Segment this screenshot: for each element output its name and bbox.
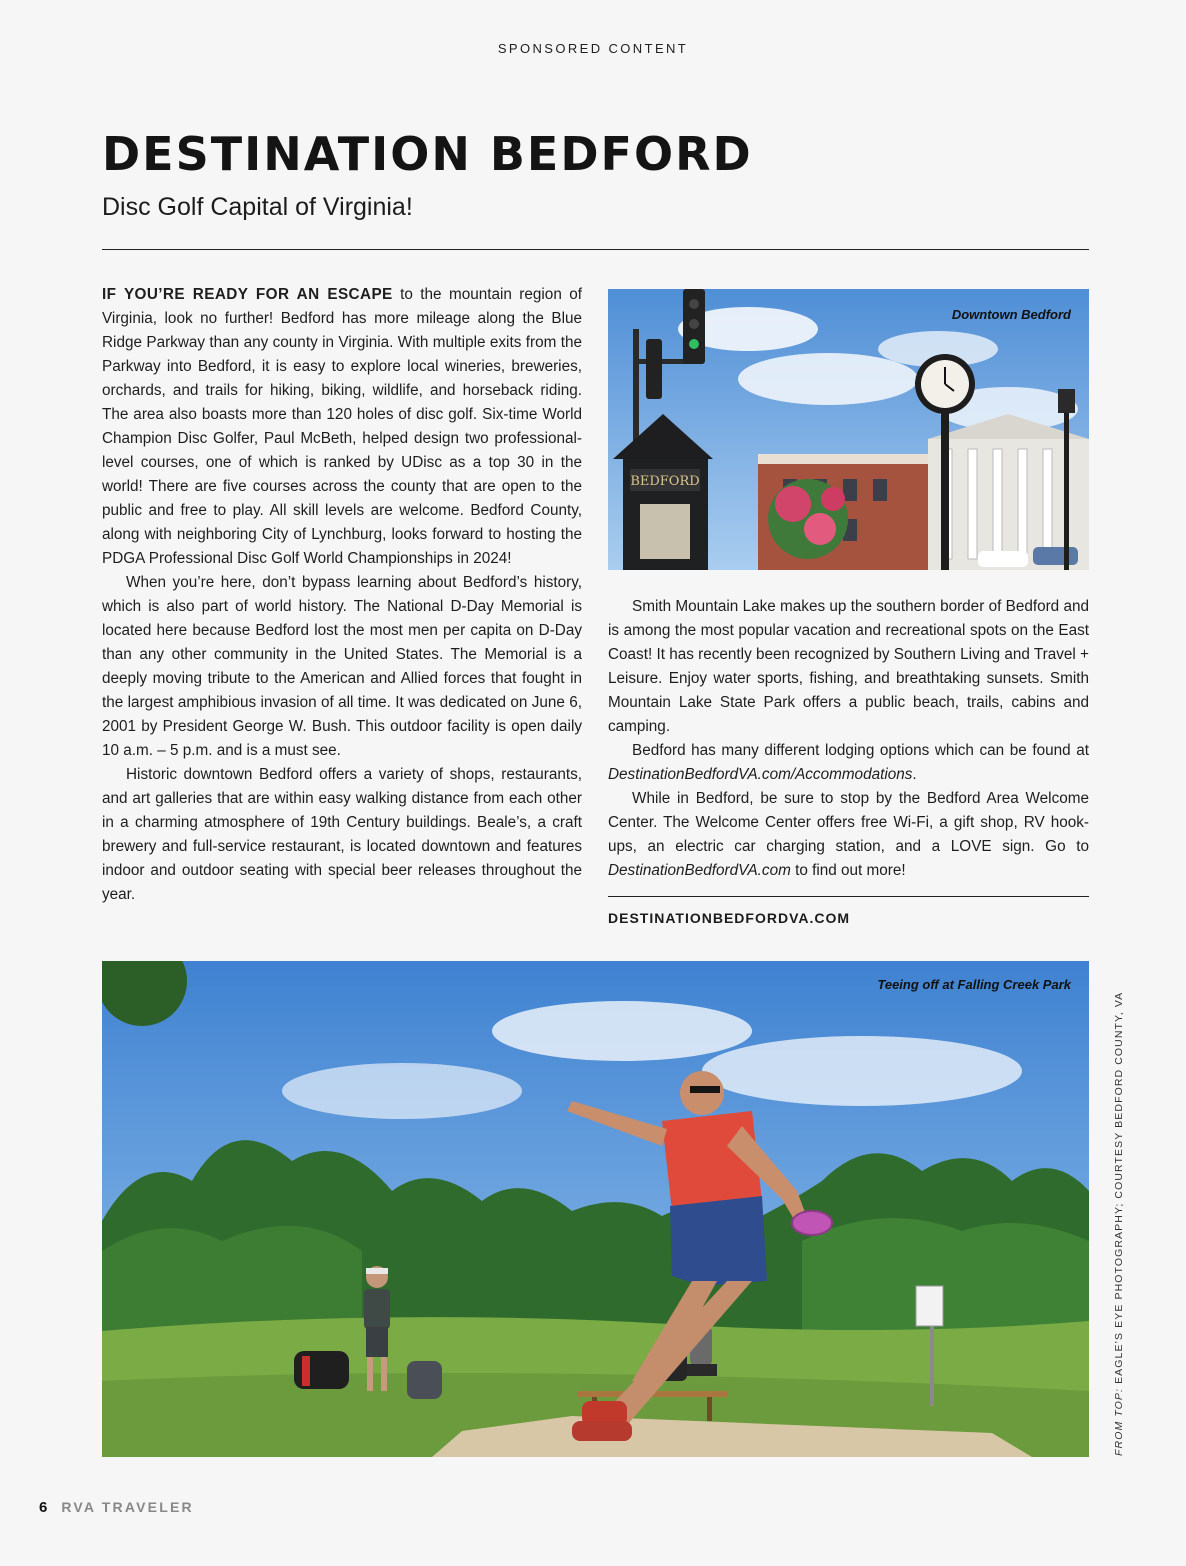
photo-caption-downtown: Downtown Bedford: [951, 307, 1071, 322]
article-column-left: [102, 283, 582, 907]
photo-caption-disc-golf: Teeing off at Falling Creek Park: [877, 977, 1071, 992]
credit-prefix: FROM TOP:: [1113, 1387, 1125, 1456]
disc-golf-photo: [102, 961, 1089, 1457]
title-divider: [102, 249, 1089, 250]
page-subtitle: Disc Golf Capital of Virginia!: [102, 193, 413, 221]
page-number: 6: [39, 1499, 48, 1516]
paragraph-text: Bedford has many different lodging options which can be found at: [632, 742, 1089, 759]
page-footer: [39, 1499, 194, 1516]
website-divider: [608, 896, 1089, 897]
accommodations-link[interactable]: DestinationBedfordVA.com/Accommodations: [608, 766, 913, 783]
downtown-bedford-photo: [608, 289, 1089, 570]
credit-text: EAGLE’S EYE PHOTOGRAPHY; COURTESY BEDFORD COUNTY, VA: [1113, 991, 1125, 1388]
article-paragraph-6: [608, 787, 1089, 883]
article-paragraph-4: Smith Mountain Lake makes up the southern border of Bedford and is among the most popular vacation and recreational spots on the East Coast! It has recently been recognized by Southern Living and Travel + Leisure. Enjoy water sports, fishing, and breathtaking sunsets. Smith Mountain Lake State Park offers a public beach, trails, cabins and camping.: [608, 598, 1089, 735]
article-paragraph-1: [102, 283, 582, 571]
article-paragraph-3: Historic downtown Bedford offers a variety of shops, restaurants, and art galleries that are within easy walking distance from each other in a charming atmosphere of 19th Century buildings. Beale’s, a craft brewery and full-service restaurant, is located downtown and features indoor and outdoor seating with special beer releases throughout the year.: [102, 766, 582, 903]
magazine-name: RVA TRAVELER: [61, 1499, 194, 1515]
article-paragraph-2: When you’re here, don’t bypass learning about Bedford’s history, which is also part of world history. The National D-Day Memorial is located here because Bedford lost the most men per capita on D-Day than any other community in the United States. The Memorial is a deeply moving tribute to the American and Allied forces that fought in the largest amphibious invasion of all time. It was dedicated on June 6, 2001 by President George W. Bush. This outdoor facility is open daily 10 a.m. – 5 p.m. and is a must see.: [102, 574, 582, 759]
lead-in: IF YOU’RE READY FOR AN ESCAPE: [102, 286, 393, 303]
paragraph-text: While in Bedford, be sure to stop by the Bedford Area Welcome Center. The Welcome Center offers free Wi-Fi, a gift shop, RV hook-ups, an electric car charging station, and a LOVE sign. Go to: [608, 790, 1089, 855]
paragraph-text: to find out more!: [790, 862, 906, 879]
destination-link[interactable]: DestinationBedfordVA.com: [608, 862, 791, 879]
sponsored-kicker: SPONSORED CONTENT: [497, 41, 689, 56]
page-title: DESTINATION BEDFORD: [102, 127, 753, 181]
photo-credit: [1113, 992, 1125, 1456]
paragraph-text: .: [912, 766, 917, 783]
paragraph-text: to the mountain region of Virginia, look no further! Bedford has more mileage along the Blue Ridge Parkway than any county in Virginia. With multiple exits from the Parkway into Bedford, it is easy to explore local wineries, breweries, orchards, and trails for hiking, biking, wildlife, and horseback riding. The area also boasts more than 120 holes of disc golf. Six-time World Champion Disc Golfer, Paul McBeth, helped design two professional-level courses, one of which is ranked by UDisc as a top 30 in the world! There are five courses across the county that are open to the public and free to play. All skill levels are welcome. Bedford County, along with neighboring City of Lynchburg, looks forward to hosting the PDGA Professional Disc Golf World Championships in 2024!: [102, 286, 583, 567]
kiosk-sign-text: BEDFORD: [630, 474, 700, 489]
article-paragraph-5: [608, 739, 1089, 787]
article-column-right: [608, 595, 1089, 883]
website-url[interactable]: DESTINATIONBEDFORDVA.COM: [608, 910, 851, 926]
